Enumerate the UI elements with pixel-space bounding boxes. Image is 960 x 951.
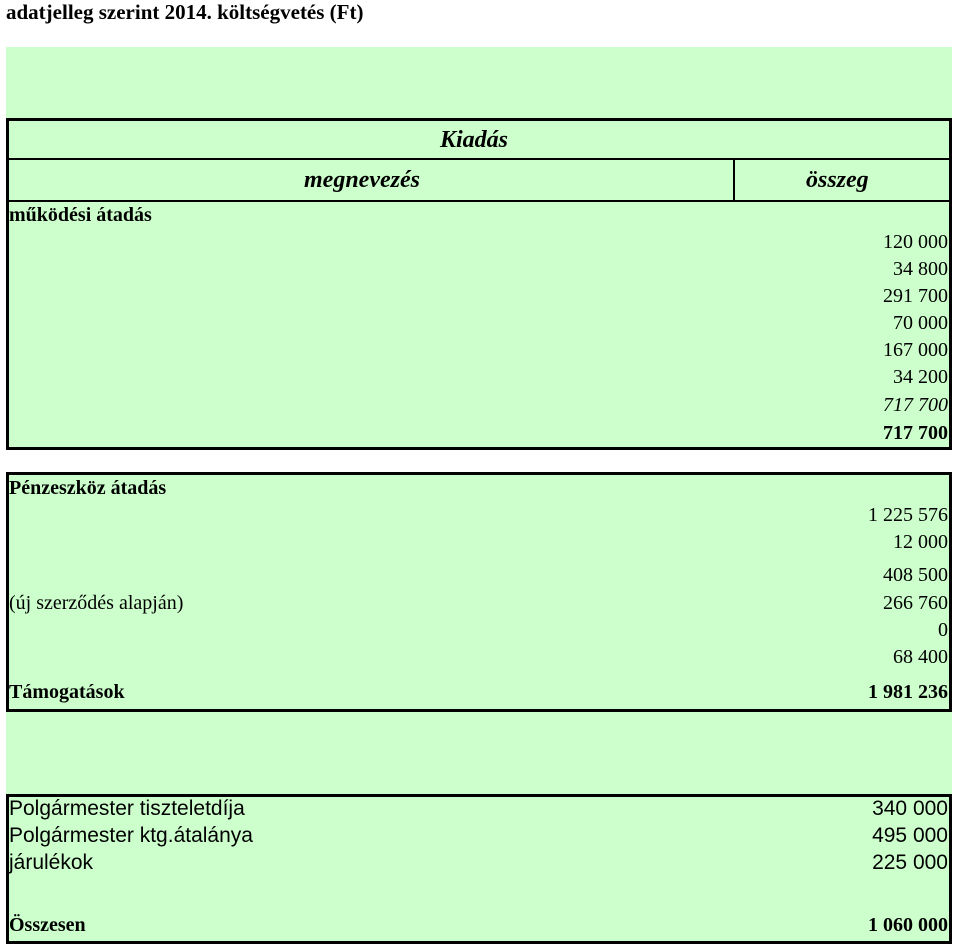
- section1-subtotal: 717 700: [883, 394, 948, 416]
- section1-value: 120 000: [883, 231, 948, 253]
- section3-row-label: járulékok: [9, 851, 94, 874]
- section3-row-label: Polgármester ktg.átalánya: [9, 824, 253, 847]
- top-band: [6, 47, 952, 118]
- osszeg-heading: összeg: [806, 167, 869, 193]
- section1-value: 70 000: [893, 312, 948, 334]
- section3-total: 1 060 000: [868, 914, 948, 936]
- section3-row-label: Polgármester tiszteletdíja: [9, 797, 245, 820]
- section2-value: 266 760: [883, 592, 948, 614]
- section3-row-value: 340 000: [872, 797, 948, 820]
- section1-value: 167 000: [883, 339, 948, 361]
- section3-row-value: 495 000: [872, 824, 948, 847]
- section3-row-value: 225 000: [872, 851, 948, 874]
- section1-value: 34 200: [893, 366, 948, 388]
- section2-label: Pénzeszköz átadás: [9, 477, 167, 499]
- page-title: adatjelleg szerint 2014. költségvetés (Ft): [6, 0, 364, 24]
- section-mukodesi: [6, 202, 952, 450]
- section2-value: 68 400: [893, 646, 948, 668]
- section2-total: 1 981 236: [868, 681, 948, 703]
- section1-label: működési átadás: [9, 204, 152, 226]
- megnevezes-heading: megnevezés: [304, 167, 420, 193]
- section1-value: 291 700: [883, 285, 948, 307]
- section1-total: 717 700: [883, 422, 948, 444]
- section2-value: 1 225 576: [868, 504, 948, 526]
- section2-value: 0: [938, 619, 948, 641]
- section2-value: 12 000: [893, 531, 948, 553]
- middle-band: [6, 712, 952, 794]
- section2-value: 408 500: [883, 564, 948, 586]
- section2-total-label: Támogatások: [9, 681, 125, 703]
- kiadas-heading: Kiadás: [440, 127, 509, 153]
- section1-value: 34 800: [893, 258, 948, 280]
- section3-total-label: Összesen: [9, 914, 86, 936]
- section2-note: (új szerződés alapján): [9, 592, 184, 614]
